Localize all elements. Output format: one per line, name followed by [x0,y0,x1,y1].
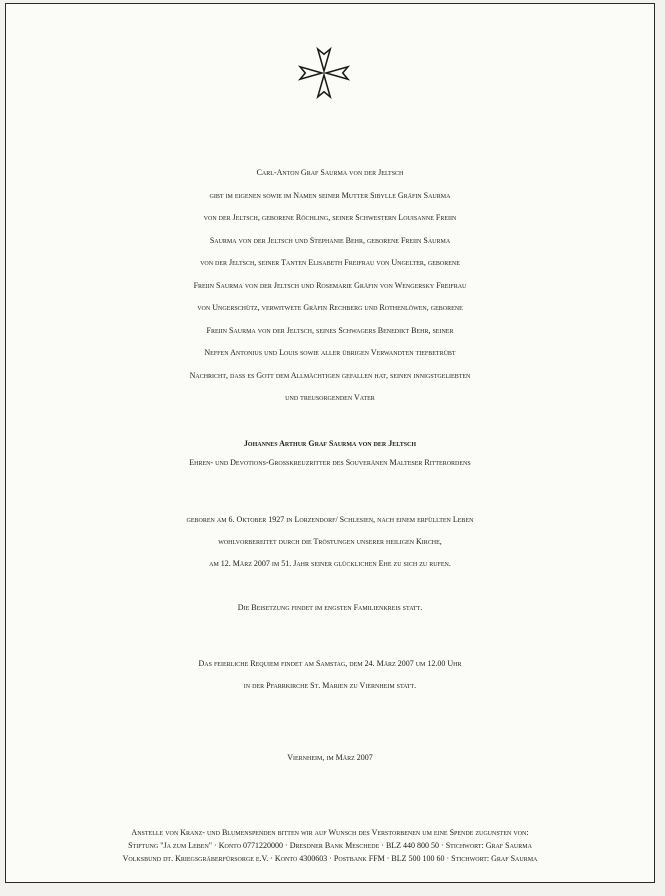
intro-line: Nachricht, dass es Gott dem Allmächtigen gefallen hat, seinen innigstgeliebten [189,370,471,380]
intro-line: von Ungerschütz, verwitwete Gräfin Rechberg und Rothenlöwen, geborene [197,303,463,312]
requiem-line: Das feierliche Requiem findet am Samstag, dem 24. März 2007 um 12.00 Uhr [198,659,462,668]
deceased-block [6,433,654,471]
intro-line: gibt im eigenen sowie im Namen seiner Mutter Sibylle Gräfin Saurma [209,190,451,200]
announcement-intro [6,162,654,410]
donation-footer [6,826,654,865]
footer-line: Volksbund dt. Kriegsgräberfürsorge e.V. · Konto 4300603 · Postbank FFM · BLZ 500 100 60 · Stichwort: Graf Saurma [122,854,538,863]
intro-line: Neffen Antonius und Louis sowie aller übrigen Verwandten tiefbetrübt [204,348,456,357]
intro-line: von der Jeltsch, seiner Tanten Elisabeth Freifrau von Ungelter, geborene [200,258,460,267]
intro-line: Saurma von der Jeltsch und Stephanie Behr, geborene Freiin Saurma [209,235,451,245]
deceased-title: Ehren- und Devotions-Großkreuzritter des Souveränen Malteser Ritterordens [189,458,471,467]
footer-line: Anstelle von Kranz- und Blumenspenden bitten wir auf Wunsch des Verstorbenen um eine Spende zugunsten von: [131,828,529,837]
deceased-name: Johannes Arthur Graf Saurma von der Jeltsch [243,439,417,448]
requiem-line: in der Pfarrkirche St. Marien zu Viernheim statt. [243,681,417,690]
life-dates [6,509,654,575]
intro-line: Freiin Saurma von der Jeltsch und Rosemarie Gräfin von Wengersky Freifrau [193,280,467,290]
burial-notice [6,598,654,618]
intro-line: und treusorgenden Vater [285,393,375,402]
requiem-notice [6,653,654,697]
intro-line: Freiin Saurma von der Jeltsch, seines Schwagers Benedikt Behr, seiner [206,325,454,335]
life-line: wohlvorbereitet durch die Tröstungen unserer heiligen Kirche, [218,537,442,546]
obituary-notice [5,3,655,883]
place-date [6,748,654,768]
intro-line: von der Jeltsch, geborene Röchling, seiner Schwestern Louisanne Freiin [203,213,457,222]
footer-line: Stiftung "Ja zum Leben" · Konto 0771220000 · Dresdner Bank Meschede · BLZ 440 800 50 · Stichwort: Graf Saurma [128,841,532,850]
life-line: geboren am 6. Oktober 1927 in Lorzendorf/ Schlesien, nach einem erfüllten Leben [186,515,474,524]
life-line: am 12. März 2007 im 51. Jahr seiner glücklichen Ehe zu sich zu rufen. [209,559,451,568]
maltese-cross-icon [298,47,350,99]
intro-line: Carl-Anton Graf Saurma von der Jeltsch [256,168,404,177]
place-date-line: Viernheim, im März 2007 [287,753,373,762]
burial-line: Die Beisetzung findet im engsten Familienkreis statt. [237,603,423,612]
